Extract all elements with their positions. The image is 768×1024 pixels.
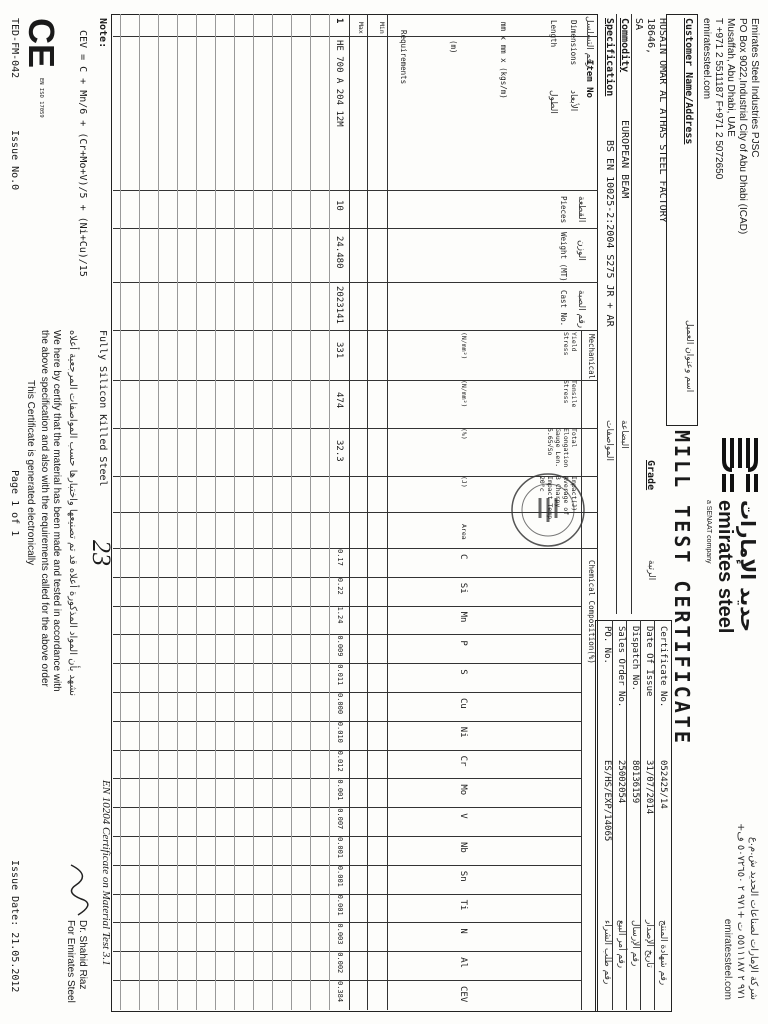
cert-info-value: ES/HS/EXP/14065 xyxy=(602,760,612,842)
chemical-value: 0.007 xyxy=(336,808,344,830)
customer-label: Customer Name/Address xyxy=(683,18,694,145)
company-name-ar: شركة الإمارات لصناعات الحديد ش.م.ع xyxy=(748,836,759,1000)
chemical-value: 0.003 xyxy=(336,923,344,945)
cert-info-value: 31/07/2014 xyxy=(644,760,654,815)
row-yield: 331 xyxy=(334,342,344,359)
chemical-column-header: CEV xyxy=(458,986,468,1003)
cert-info-label: Date Of Issue xyxy=(644,626,654,697)
chemical-value: 0.010 xyxy=(336,721,344,743)
chemical-column-header: Mo xyxy=(458,784,468,796)
chemical-value: 1.24 xyxy=(336,606,344,624)
cast-no-header-ar: رقم الصبة xyxy=(576,290,586,329)
cev-formula: CEV = C + Mn/6 + (Cr+Mo+V)/5 + (Ni+Cu)/15 xyxy=(77,30,88,277)
brand-ar: حديد الإمارات xyxy=(736,500,760,633)
chemical-value: 0.22 xyxy=(336,577,344,595)
signature xyxy=(58,860,96,920)
signatory-company: For Emirates Steel xyxy=(65,920,76,1003)
issue-date: Issue Date: 21.05.2012 xyxy=(9,860,20,993)
row-description: HE 700 A 204 12M xyxy=(334,40,344,127)
en10204-note: EN 10204 Certificate on Material Test 3.1 xyxy=(100,780,112,966)
results-table xyxy=(111,14,598,1012)
page-number: Page 1 of 1 xyxy=(9,470,20,537)
length-unit: (m) xyxy=(449,40,458,54)
chemical-value: 0.001 xyxy=(336,865,344,887)
ce-mark-ref: EN ISO 17059 xyxy=(38,78,44,118)
specification-label: Specification xyxy=(604,18,615,97)
row-cast-no: 2023141 xyxy=(334,286,344,324)
min-label: Min xyxy=(378,22,386,34)
note-text: Fully Silicon Killed Steel xyxy=(97,330,108,487)
company-address xyxy=(700,18,760,234)
weight-header: Weight (MT) xyxy=(559,232,568,282)
item-no-header-ar: رقم التسلسل xyxy=(584,16,594,68)
length-header: Length xyxy=(549,20,558,48)
cert-info-label: PO. No. xyxy=(602,626,612,664)
company-phone-ar: +٩٧١ ٢ ٥٥١١١٨٧ ت +٩٧١ ٢ ٥٠٧٢٦٥٠ ف xyxy=(735,822,746,1000)
grade-label-ar: الرتبة xyxy=(646,560,656,581)
note-label: Note: xyxy=(97,18,108,49)
specification-label-ar: المواصفات xyxy=(604,420,614,462)
commodity-label-ar: البضاعة xyxy=(619,420,629,449)
row-pieces: 10 xyxy=(334,200,344,211)
chemical-column-header: P xyxy=(458,640,468,646)
cert-info-value: 80136159 xyxy=(630,760,640,804)
cert-info-label-ar: رقم الإرسال xyxy=(630,920,640,967)
certify-text-line2: the above specification and also with the requirements called for the above order xyxy=(39,330,50,687)
weight-header-ar: الوزن xyxy=(576,240,586,261)
cert-info-label-ar: رقم طلب الشراء xyxy=(602,920,612,985)
row-tensile: 474 xyxy=(334,392,344,409)
cert-info-value: 052425/14 xyxy=(658,760,668,809)
chemical-column-header: Nb xyxy=(458,842,468,853)
certify-text-line3: This Certificate is generated electronically xyxy=(25,380,36,566)
chemical-value: 0.17 xyxy=(336,549,344,566)
cast-no-header: Cast No. xyxy=(559,290,568,327)
certify-text-ar: نشهد بأن المواد المذكورة أعلاه قد تم تصنيعها واختبارها حسب المواصفات المرجعية أعلاه xyxy=(67,330,78,697)
chemical-column-header: Cu xyxy=(458,698,468,709)
signature-scribble-icon xyxy=(62,860,96,920)
grade-label: Grade xyxy=(645,460,656,491)
company-arabic xyxy=(721,800,760,1000)
mechanical-column-unit: Area xyxy=(460,524,468,540)
mechanical-column-header: Total Elongation Gauge Len. 5.65√So xyxy=(546,428,578,468)
commodity-label: Commodity xyxy=(619,18,630,73)
dimensions-header-ar: الأبعاد xyxy=(568,90,578,112)
cert-info-label-ar: رقم أمر البيع xyxy=(616,920,626,969)
chemical-column-header: S xyxy=(458,669,468,675)
max-label: Max xyxy=(357,22,365,34)
company-web: emiratessteel.com xyxy=(701,18,712,100)
cert-info-label: Sales Order No. xyxy=(616,626,626,708)
cert-info-value: 25002054 xyxy=(616,760,626,804)
specification-value: BS EN 10025-2:2004 S275 JR + AR xyxy=(604,140,615,327)
handwritten-mark: 23 xyxy=(87,540,116,566)
company-phone: T +971 2 5511187 F+971 2 5072650 xyxy=(713,18,724,180)
mechanical-column-header: Impact(J) Average of 3 Charpy Impact Temp 20°c xyxy=(538,476,578,520)
chemical-column-header: N xyxy=(458,928,468,934)
logo-mark-icon xyxy=(712,430,762,500)
dim-units: mm x mm x (kgs/m) xyxy=(499,22,508,99)
item-no-header: Item No xyxy=(584,60,594,98)
row-elongation: 32.3 xyxy=(334,440,344,462)
company-web-right: emiratessteel.com xyxy=(722,918,733,1000)
mechanical-column-header: Yield Stress xyxy=(562,332,578,356)
mechanical-column-unit: (%) xyxy=(460,428,468,440)
chemical-header: Chemical Composition(%) xyxy=(587,560,596,664)
company-name: Emirates Steel Industries PJSC xyxy=(749,18,760,158)
company-address-line2: Musaffah, Abu Dhabi, UAE xyxy=(725,18,736,137)
mechanical-column-unit: (J) xyxy=(460,476,468,488)
chemical-column-header: Ni xyxy=(458,726,468,738)
form-number: TED-FM-042 xyxy=(9,18,20,79)
chemical-column-header: Al xyxy=(458,957,468,969)
chemical-value: 0.012 xyxy=(336,750,344,772)
customer-name: HUSAIN OMAR AL ATHAS STEEL FACTORY xyxy=(657,18,668,223)
chemical-value: 0.000 xyxy=(336,693,344,715)
mechanical-header: Mechanical xyxy=(587,334,596,380)
mechanical-column-unit: (N/mm²) xyxy=(460,380,468,408)
chemical-column-header: V xyxy=(458,813,468,819)
mechanical-column-header: Tensile Stress xyxy=(562,380,578,408)
chemical-column-header: Si xyxy=(458,582,468,594)
mechanical-column-unit: (N/mm²) xyxy=(460,332,468,360)
company-address-line1: PO Box 9022,Industrial City of Abu Dhabi (ICAD) xyxy=(737,18,748,235)
issue-number: Issue No.0 xyxy=(9,130,20,191)
chemical-value: 0.009 xyxy=(336,635,344,657)
pieces-header: Pieces xyxy=(559,196,568,224)
dimensions-header: Dimensions xyxy=(569,20,578,66)
row-weight: 24.480 xyxy=(334,236,344,269)
customer-label-ar: اسم وعنوان العميل xyxy=(684,320,694,393)
chemical-column-header: Sn xyxy=(458,870,468,882)
length-header-ar: الطول xyxy=(548,90,558,114)
cert-info-label-ar: رقم شهادة المنتج xyxy=(658,920,668,986)
chemical-value: 0.011 xyxy=(336,664,344,686)
chemical-value: 0.384 xyxy=(336,981,344,1003)
cert-info-label: Certificate No. xyxy=(658,626,668,708)
emirates-steel-logo xyxy=(708,430,762,500)
commodity-value: EUROPEAN BEAM xyxy=(619,120,630,199)
certificate-title: MILL TEST CERTIFICATE xyxy=(670,430,694,746)
chemical-column-header: Mn xyxy=(458,611,468,623)
ce-mark-icon: CE xyxy=(21,18,62,69)
chemical-value: 0.001 xyxy=(336,779,344,801)
cert-info-label: Dispatch No. xyxy=(630,626,640,692)
cert-info-label-ar: تاريخ الإصدار xyxy=(644,920,654,968)
certify-text-line1: We here by certify that the material has been made and tested in accordance with xyxy=(51,330,62,692)
row-item-number: 1 xyxy=(334,18,344,24)
chemical-column-header: Ti xyxy=(458,899,468,911)
chemical-value: 0.001 xyxy=(336,894,344,916)
brand-tagline: a SENAAT company xyxy=(705,500,712,564)
chemical-value: 0.002 xyxy=(336,952,344,974)
chemical-column-header: C xyxy=(458,554,468,560)
customer-po-box: 18646, xyxy=(645,18,656,55)
customer-country: SA xyxy=(633,18,644,31)
chemical-column-header: Cr xyxy=(458,755,468,767)
signatory-name: Dr. Shahid Riaz xyxy=(77,920,88,990)
brand-en: emirates steel xyxy=(714,500,736,634)
chemical-value: 0.001 xyxy=(336,837,344,859)
pieces-header-ar: القطعة xyxy=(576,196,586,223)
requirements-label: Requirements xyxy=(399,30,408,85)
